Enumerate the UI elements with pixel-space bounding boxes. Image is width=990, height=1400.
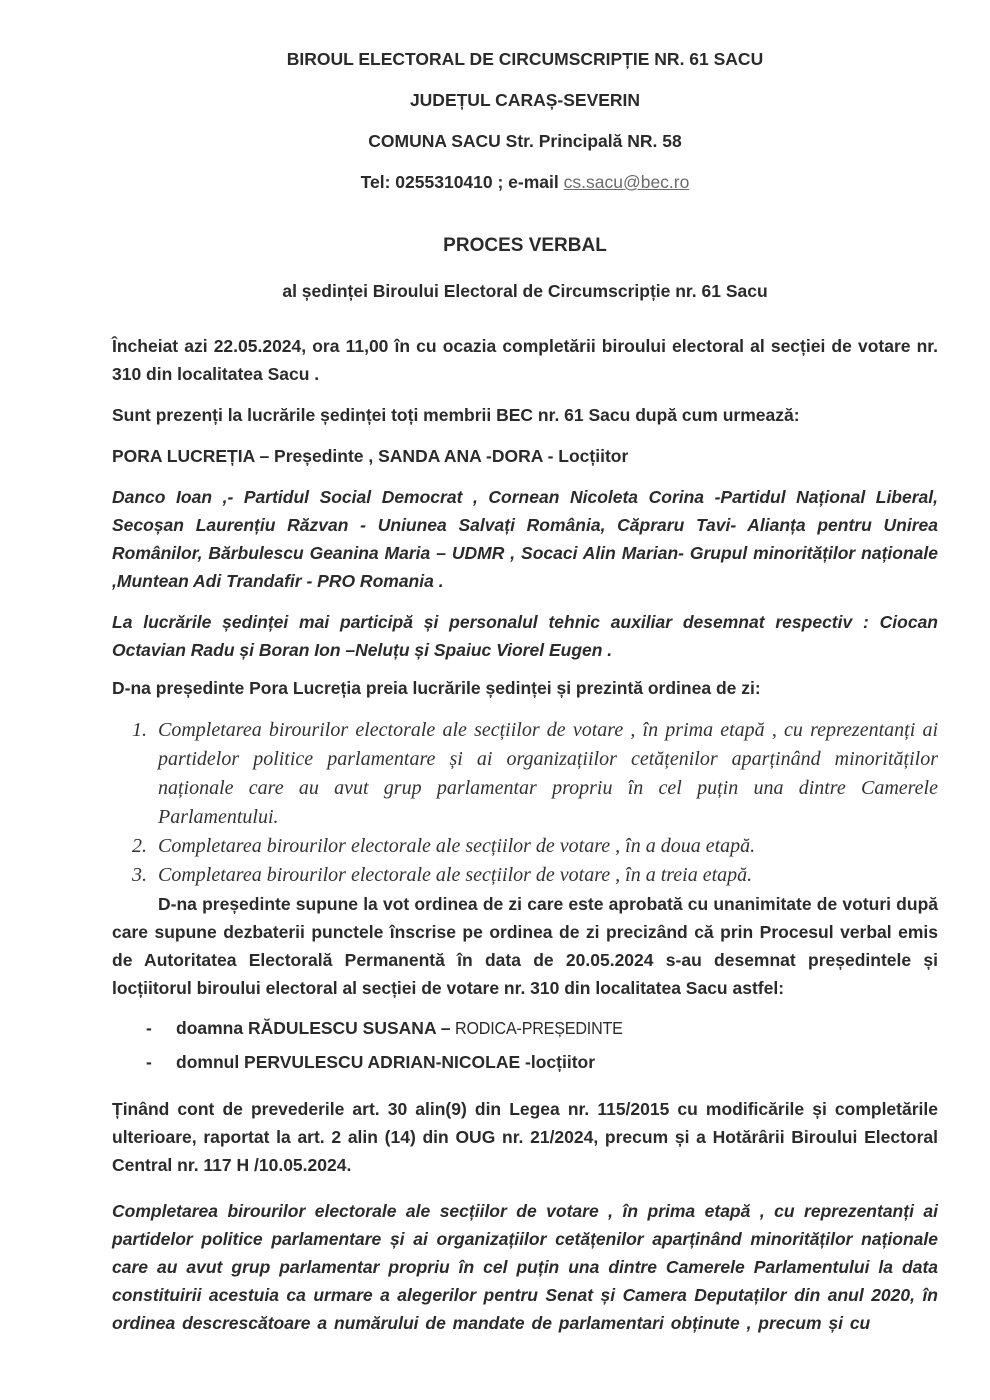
paragraph-prezenti: Sunt prezenți la lucrările ședinței toți membrii BEC nr. 61 Sacu după cum urmează: — [112, 405, 800, 425]
appointees-list — [112, 1011, 938, 1079]
appointee-president-role: RODICA-PREȘEDINTE — [455, 1018, 624, 1038]
dash-marker: - — [146, 1052, 152, 1072]
dash-marker: - — [146, 1018, 152, 1038]
paragraph-tinand: Ținând cont de prevederile art. 30 alin(9) din Legea nr. 115/2015 cu modificările și completările ulterioare, raportat la art. 2 alin (14) din OUG nr. 21/2024, precum și a Hotărârii Biroului Electoral Central nr. 117 H /10.05.2024. — [112, 1099, 938, 1175]
paragraph-final: Completarea birourilor electorale ale secțiilor de votare , în prima etapă , cu reprezentanți ai partidelor politice parlamentare și ai organizațiilor cetățenilor aparținând minorităților naționale care au avut grup parlamentar propriu în cel puțin una dintre Camerele Parlamentului la data constituirii acestuia ca urmare a alegerilor pentru Senat și Camera Deputaților din anul 2020, în ordinea descrescătoare a numărului de mandate de parlamentari obținute , precum și cu — [112, 1201, 938, 1333]
document-subtitle: al ședinței Biroului Electoral de Circumscripție nr. 61 Sacu — [282, 281, 768, 301]
order-item-1-text: Completarea birourilor electorale ale secțiilor de votare , în prima etapă , cu reprezentanți ai partidelor politice parlamentare și ai organizațiilor cetățenilor aparținând minorităților naționale care au avut grup parlamentar propriu în cel puțin una dintre Camerele Parlamentului. — [158, 719, 938, 828]
order-item-1 — [132, 716, 938, 832]
paragraph-personal-tehnic: La lucrările ședinței mai participă și personalul tehnic auxiliar desemnat respectiv : Ciocan Octavian Radu și Boran Ion –Neluțu și Spaiuc Viorel Eugen . — [112, 612, 938, 660]
letterhead-county: JUDEȚUL CARAȘ-SEVERIN — [409, 90, 641, 110]
appointee-president — [146, 1011, 938, 1045]
letterhead-address: COMUNA SACU Str. Principală NR. 58 — [368, 131, 682, 151]
appointee-deputy-name: domnul PERVULESCU ADRIAN-NICOLAE -locțiitor — [176, 1052, 596, 1072]
order-item-1-number: 1. — [132, 719, 147, 741]
order-item-3-number: 3. — [132, 864, 147, 886]
order-item-2 — [132, 832, 938, 861]
order-item-3-text: Completarea birourilor electorale ale secțiilor de votare , în a treia etapă. — [158, 864, 753, 886]
email-link[interactable]: cs.sacu@bec.ro — [563, 172, 690, 192]
paragraph-ordinea-intro: D-na președinte Pora Lucreția preia lucrările ședinței și prezintă ordinea de zi: — [112, 678, 761, 698]
order-item-3 — [132, 861, 938, 890]
letterhead-contact-line — [112, 171, 938, 193]
paragraph-membri: Danco Ioan ,- Partidul Social Democrat , Cornean Nicoleta Corina -Partidul Național Liberal, Secoșan Laurențiu Răzvan - Uniunea Salvați România, Căpraru Tavi- Alianța pentru Unirea Românilor, Bărbulescu Geanina Maria – UDMR , Socaci Alin Marian- Grupul minorităților naționale ,Muntean Adi Trandafir - PRO Romania . — [112, 487, 938, 591]
paragraph-incheiat: Încheiat azi 22.05.2024, ora 11,00 în cu ocazia completării biroului electoral al secției de votare nr. 310 din localitatea Sacu . — [112, 336, 938, 384]
order-of-day-list — [112, 716, 938, 890]
document-title: PROCES VERBAL — [443, 235, 607, 256]
letterhead — [112, 48, 938, 193]
appointee-president-text — [176, 1011, 638, 1045]
appointee-deputy-text — [176, 1045, 595, 1079]
appointee-deputy — [146, 1045, 938, 1079]
order-item-2-text: Completarea birourilor electorale ale secțiilor de votare , în a doua etapă. — [158, 835, 756, 857]
paragraph-conducere: PORA LUCREȚIA – Președinte , SANDA ANA -DORA - Locțiitor — [112, 446, 629, 466]
appointee-president-name: doamna RĂDULESCU SUSANA – — [176, 1018, 456, 1038]
paragraph-supune: D-na președinte supune la vot ordinea de zi care este aprobată cu unanimitate de voturi după care supune dezbaterii punctele înscrise pe ordinea de zi precizând că prin Procesul verbal emis de Autoritatea Electorală Permanentă în data de 20.05.2024 s-au desemnat președintele și locțiitorul biroului electoral al secției de votare nr. 310 din localitatea Sacu astfel: — [112, 894, 938, 998]
order-item-2-number: 2. — [132, 835, 147, 857]
letterhead-bureau-name: BIROUL ELECTORAL DE CIRCUMSCRIPȚIE NR. 61 SACU — [286, 49, 764, 69]
telephone-label: Tel: 0255310410 ; e-mail — [360, 172, 564, 192]
